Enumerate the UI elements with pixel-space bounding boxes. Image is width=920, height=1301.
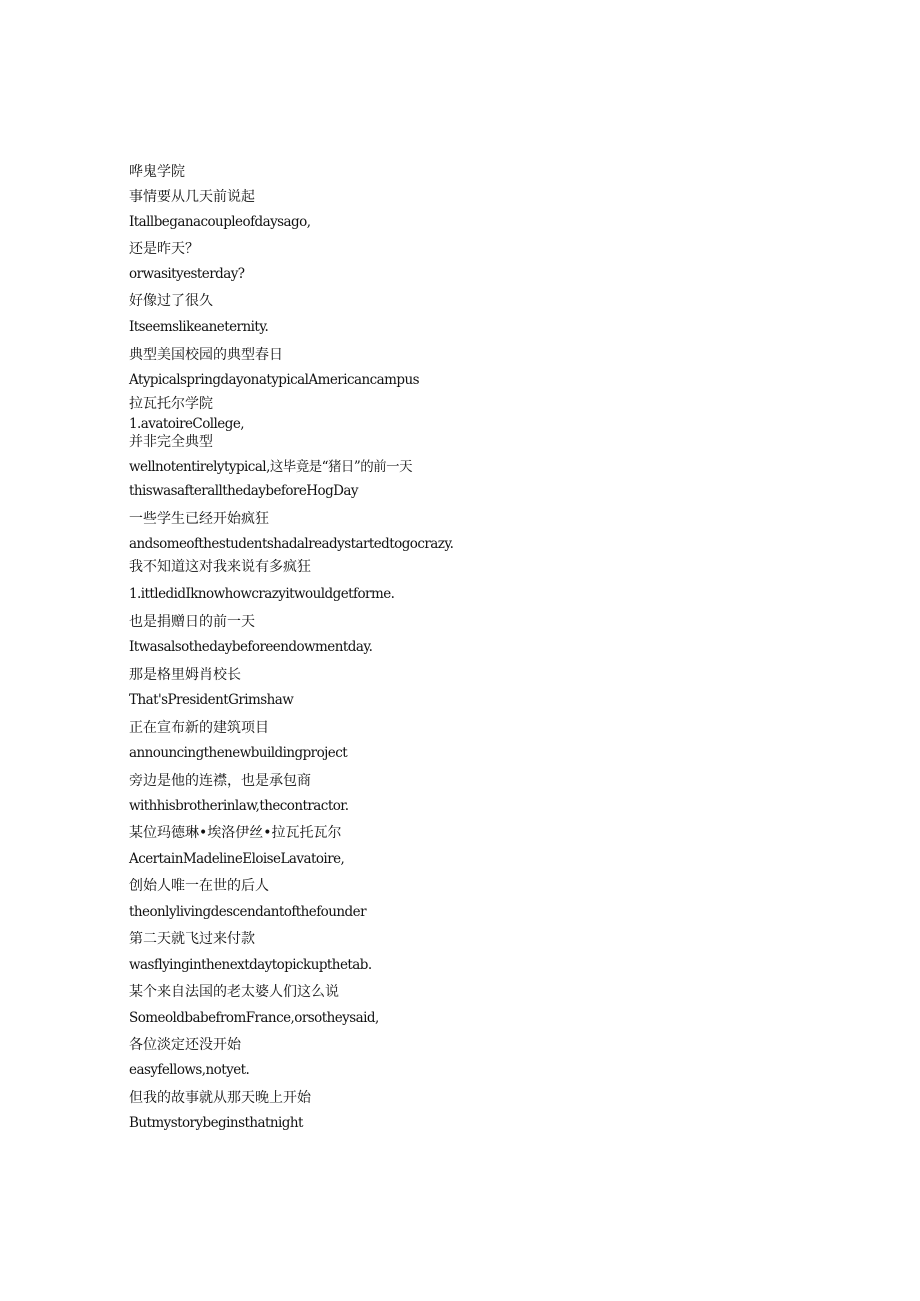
- english-line: announcingthenewbuildingproject: [129, 745, 348, 761]
- english-line: 1.ittledidIknowhowcrazyitwouldgetforme.: [129, 586, 395, 602]
- english-line: wasflyinginthenextdaytopickupthetab.: [129, 957, 372, 973]
- chinese-line: 我不知道这对我来说有多疯狂: [129, 559, 311, 575]
- english-line: Itseemslikeaneternity.: [129, 319, 269, 335]
- chinese-line: 也是捐赠日的前一天: [129, 614, 255, 630]
- english-line: thiswasafterallthedaybeforeHogDay: [129, 483, 359, 499]
- chinese-line: 还是昨天？: [129, 241, 199, 257]
- chinese-line: 典型美国校园的典型春日: [129, 347, 283, 363]
- english-line: andsomeofthestudentshadalreadystartedtogocrazy.: [129, 536, 454, 552]
- chinese-line: 事情要从几天前说起: [129, 189, 255, 205]
- chinese-line: 某位玛德琳•埃洛伊丝•拉瓦托瓦尔: [129, 825, 342, 841]
- chinese-line: 各位淡定还没开始: [129, 1037, 241, 1053]
- english-line: orwasityesterday?: [129, 266, 245, 282]
- english-line: 1.avatoireCollege,: [129, 416, 245, 432]
- english-line: Itwasalsothedaybeforeendowmentday.: [129, 639, 373, 655]
- english-line: SomeoldbabefromFrance,orsotheysaid,: [129, 1010, 379, 1026]
- english-line: theonlylivingdescendantofthefounder: [129, 904, 366, 920]
- chinese-line: 旁边是他的连襟，也是承包商: [129, 773, 311, 789]
- document-title: 哗鬼学院: [129, 164, 185, 180]
- english-line: easyfellows,notyet.: [129, 1062, 250, 1078]
- chinese-line: 某个来自法国的老太婆人们这么说: [129, 984, 339, 1000]
- english-line: withhisbrotherinlaw,thecontractor.: [129, 798, 349, 814]
- english-line: That'sPresidentGrimshaw: [129, 692, 294, 708]
- english-line: wellnotentirelytypical,这毕竟是“猪日”的前一天: [129, 459, 413, 475]
- chinese-line: 拉瓦托尔学院: [129, 396, 213, 412]
- chinese-line: 创始人唯一在世的后人: [129, 878, 269, 894]
- chinese-line: 那是格里姆肖校长: [129, 667, 241, 683]
- chinese-line: 并非完全典型: [129, 434, 213, 450]
- chinese-line: 第二天就飞过来付款: [129, 931, 255, 947]
- english-line: AtypicalspringdayonatypicalAmericancampus: [129, 372, 419, 388]
- english-line: AcertainMadelineEloiseLavatoire,: [129, 851, 345, 867]
- chinese-line: 正在宣布新的建筑项目: [129, 720, 269, 736]
- chinese-line: 好像过了很久: [129, 293, 213, 309]
- english-line: Butmystorybeginsthatnight: [129, 1115, 303, 1131]
- chinese-line: 一些学生已经开始疯狂: [129, 511, 269, 527]
- english-line: Itallbeganacoupleofdaysago,: [129, 214, 311, 230]
- chinese-line: 但我的故事就从那天晚上开始: [129, 1090, 311, 1106]
